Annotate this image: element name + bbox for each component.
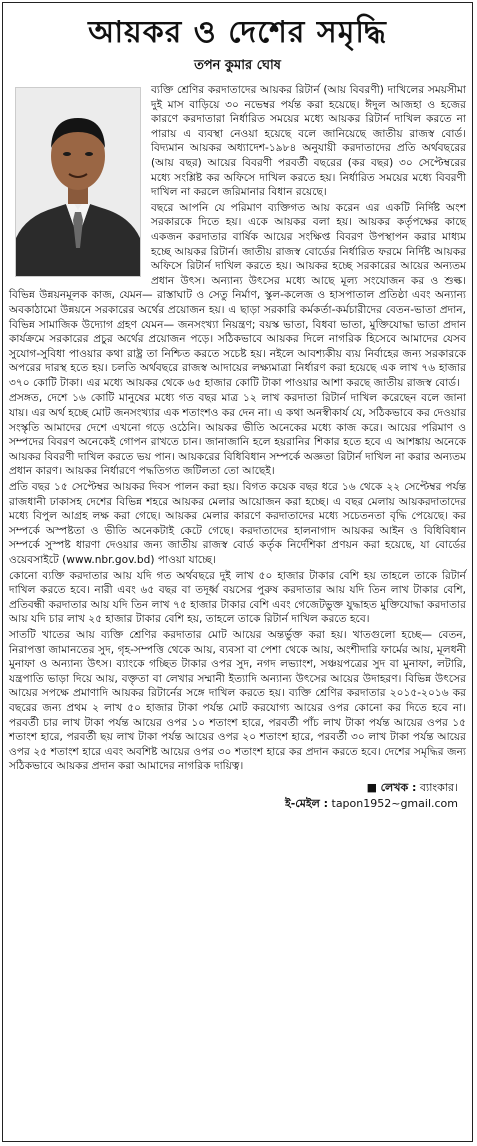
paragraph-6: সাতটি খাতের আয় ব্যক্তি শ্রেণির করদাতার মোট আয়ের অন্তর্ভুক্ত করা হয়। খাতগুলো হচ্ছে— বেতন, নিরাপত্তা জামানতের সুদ, গৃহ-সম্পত্তি থেকে আয়, ব্যবসা বা পেশা থেকে আয়, অংশীদারি ফার্মের আয়, মূলধনী মুনাফা ও অন্যান্য উৎস। ব্যাংকে গচ্ছিত টাকার ওপর সুদ, নগদ লভ্যাংশ, সঞ্চয়পত্রের সুদ বা মুনাফা, লটারি, যন্ত্রপাতি ভাড়া দিয়ে আয়, বক্তৃতা বা লেখার সম্মানী ইত্যাদি অন্যান্য উৎসের আয়ের উদাহরণ। বিভিন্ন উৎসের আয়ের সপক্ষে প্রমাণাদি আয়কর রিটার্নের সঙ্গে দাখিল করতে হয়। ব্যক্তি শ্রেণির করদাতার ২০১৫-২০১৬ কর বছরের জন্য প্রথম ২ লাখ ৫০ হাজার টাকা পর্যন্ত মোট করযোগ্য আয়ের ওপর কোনো কর দিতে হবে না। পরবর্তী চার লাখ টাকা পর্যন্ত আয়ের ওপর ১০ শতাংশ হারে, পরবর্তী পাঁচ লাখ টাকা পর্যন্ত আয়ের ওপর ১৫ শতাংশ হারে, পরবর্তী ছয় লাখ টাকা পর্যন্ত আয়ের ওপর ২০ শতাংশ হারে, পরবর্তী ৩০ লাখ টাকা পর্যন্ত আয়ের ওপর ২৫ শতাংশ হারে এবং অবশিষ্ট আয়ের ওপর ৩০ শতাংশ হারে কর প্রদান করতে হবে। দেশের সমৃদ্ধির জন্য সঠিকভাবে আয়কর প্রদান করা আমাদের নাগরিক দায়িত্ব।	[9, 628, 466, 773]
article-body	[3, 83, 472, 812]
paragraph-3: প্রসঙ্গত, দেশে ১৬ কোটি মানুষের মধ্যে গত বছর মাত্র ১২ লাখ করদাতা রিটার্ন দাখিল করেছেন বলে জানা যায়। এর অর্থ হচ্ছে মোট জনসংখ্যার এক শতাংশও কর দেন না। এ কথা অনস্বীকার্য যে, সঠিকভাবে কর দেওয়ার সংস্কৃতি আমাদের দেশে এখনো গড়ে ওঠেনি। আয়কর ভীতি অনেকের মধ্যে কাজ করে। আয়ের পরিমাণ ও সম্পদের বিবরণ অনেকেই গোপন রাখতে চান। জানাজানি হলে হয়রানির শিকার হতে হবে এ আশঙ্কায় অনেকে আয়কর বিবরণী দাখিল করতে ভয় পান। আয়করের বিধিবিধান সম্পর্কে অজ্ঞতা রিটার্ন দাখিল না করার অন্যতম প্রধান কারণ। আয়কর নির্ধারণে পদ্ধতিগত জটিলতা তো আছেই।	[9, 392, 466, 478]
paragraph-1: ব্যক্তি শ্রেণির করদাতাদের আয়কর রিটার্ন (আয় বিবরণী) দাখিলের সময়সীমা দুই মাস বাড়িয়ে ৩০ নভেম্বর পর্যন্ত করা হয়েছে। ঈদুল আজহা ও হজের কারণে করদাতারা নির্ধারিত সময়ের মধ্যে আয়কর রিটার্ন দাখিল করতে না পারায় এ ব্যবস্থা নেওয়া হয়েছে বলে জানিয়েছে জাতীয় রাজস্ব বোর্ড। বিদ্যমান আয়কর অধ্যাদেশ-১৯৮৪ অনুযায়ী করদাতাদের প্রতি অর্থবছরের (আয় বছর) আয়ের বিবরণী পরবর্তী বছরের (কর বছর) ৩০ সেপ্টেম্বরের মধ্যে সংশ্লিষ্ট কর অফিসে দাখিল করতে হয়। নির্ধারিত সময়ের মধ্যে বিবরণী দাখিল না করলে জরিমানার বিধান রয়েছে।	[151, 84, 466, 199]
paragraph-2: বছরে আপনি যে পরিমাণ ব্যক্তিগত আয় করেন এর একটি নির্দিষ্ট অংশ সরকারকে দিতে হয়। একে আয়কর বলা হয়। আয়কর কর্তৃপক্ষের কাছে একজন করদাতার বার্ষিক আয়ের সংক্ষিপ্ত বিবরণ উপস্থাপন করার মাধ্যম হচ্ছে আয়কর রিটার্ন। জাতীয় রাজস্ব বোর্ডের নির্ধারিত ফরমে নির্দিষ্ট আয়কর অফিসে রিটার্ন দাখিল করতে হয়। আয়কর হচ্ছে সরকারের আয়ের অন্যতম প্রধান উৎস। অন্যান্য উৎসের মধ্যে আছে মূল্য সংযোজন কর ও শুল্ক। বিভিন্ন উন্নয়নমূলক কাজ, যেমন— রাস্তাঘাট ও সেতু নির্মাণ, স্কুল-কলেজ ও হাসপাতাল প্রতিষ্ঠা এবং অন্যান্য অবকাঠামো উন্নয়নে সরকারের অর্থের প্রয়োজন হয়। এ ছাড়া সরকারি কর্মকর্তা-কর্মচারীদের বেতন-ভাতা প্রদান, বিভিন্ন সামাজিক উদ্যোগ গ্রহণ যেমন— জনসংখ্যা নিয়ন্ত্রণ; বয়স্ক ভাতা, বিধবা ভাতা, মুক্তিযোদ্ধা ভাতা প্রদান কার্যক্রমে সরকারের প্রচুর অর্থের প্রয়োজন পড়ে। সঠিকভাবে আয়কর দিলে নাগরিক হিসেবে আমাদের যেসব সুযোগ-সুবিধা পাওয়ার কথা রাষ্ট্র তা নিশ্চিত করতে সচেষ্ট হয়। নইলে আবশ্যকীয় ব্যয় নির্বাহের জন্য সরকারকে অপরের দারস্থ হতে হয়। চলতি অর্থবছরে রাজস্ব আদায়ের লক্ষ্যমাত্রা নির্ধারণ করা হয়েছে এক লাখ ৭৬ হাজার ৩৭০ কোটি টাকা। এর মধ্যে আয়কর থেকে ৬৫ হাজার কোটি টাকা পাওয়ার আশা করছে জাতীয় রাজস্ব বোর্ড।	[9, 201, 466, 389]
paragraph-4: প্রতি বছর ১৫ সেপ্টেম্বর আয়কর দিবস পালন করা হয়। বিগত কয়েক বছর ধরে ১৬ থেকে ২২ সেপ্টেম্বর পর্যন্ত রাজধানী ঢাকাসহ দেশের বিভিন্ন শহরে আয়কর মেলার আয়োজন করা হচ্ছে। এ বছর মেলায় আয়করদাতাদের মধ্যে বিপুল আগ্রহ লক্ষ করা গেছে। আয়কর মেলার কারণে করদাতাদের মধ্যে সচেতনতা বৃদ্ধি পেয়েছে। কর সম্পর্কে অস্পষ্টতা ও ভীতি অনেকটাই কেটে গেছে। করদাতাদের হালনাগাদ আয়কর আইন ও বিধিবিধান সম্পর্কে সুস্পষ্ট ধারণা দেওয়ার জন্য জাতীয় রাজস্ব বোর্ড কর্তৃক নির্দেশিকা প্রণয়ন করা হয়েছে, যা বোর্ডের ওয়েবসাইটে (www.nbr.gov.bd) পাওয়া যাচ্ছে।	[9, 481, 466, 566]
paragraph-5: কোনো ব্যক্তি করদাতার আয় যদি গত অর্থবছরে দুই লাখ ৫০ হাজার টাকার বেশি হয় তাহলে তাকে রিটার্ন দাখিল করতে হবে। নারী এবং ৬৫ বছর বা তদূর্ধ্ব বয়সের পুরুষ করদাতার আয় যদি তিন লাখ টাকার বেশি, প্রতিবন্ধী করদাতার আয় যদি তিন লাখ ৭৫ হাজার টাকার বেশি এবং গেজেটভুক্ত যুদ্ধাহত মুক্তিযোদ্ধা করদাতার আয় যদি চার লাখ ২৫ হাজার টাকার বেশি হয়, তাহলে তাকে রিটার্ন দাখিল করতে হবে।	[9, 569, 466, 626]
footer-marker: ■	[366, 780, 378, 794]
writer-line	[9, 780, 458, 796]
article-headline: আয়কর ও দেশের সমৃদ্ধি	[88, 15, 387, 50]
email-label: ই-মেইল :	[284, 796, 328, 810]
email-value: tapon1952~gmail.com	[331, 796, 458, 810]
article-footer	[9, 780, 466, 812]
newspaper-article	[2, 2, 473, 1142]
article-author: তপন কুমার ঘোষ	[194, 58, 281, 73]
author-portrait-image	[16, 88, 140, 276]
writer-label: লেখক :	[380, 780, 417, 794]
writer-value: ব্যাংকার।	[419, 780, 458, 794]
email-line	[9, 796, 458, 812]
author-photo	[15, 87, 141, 277]
